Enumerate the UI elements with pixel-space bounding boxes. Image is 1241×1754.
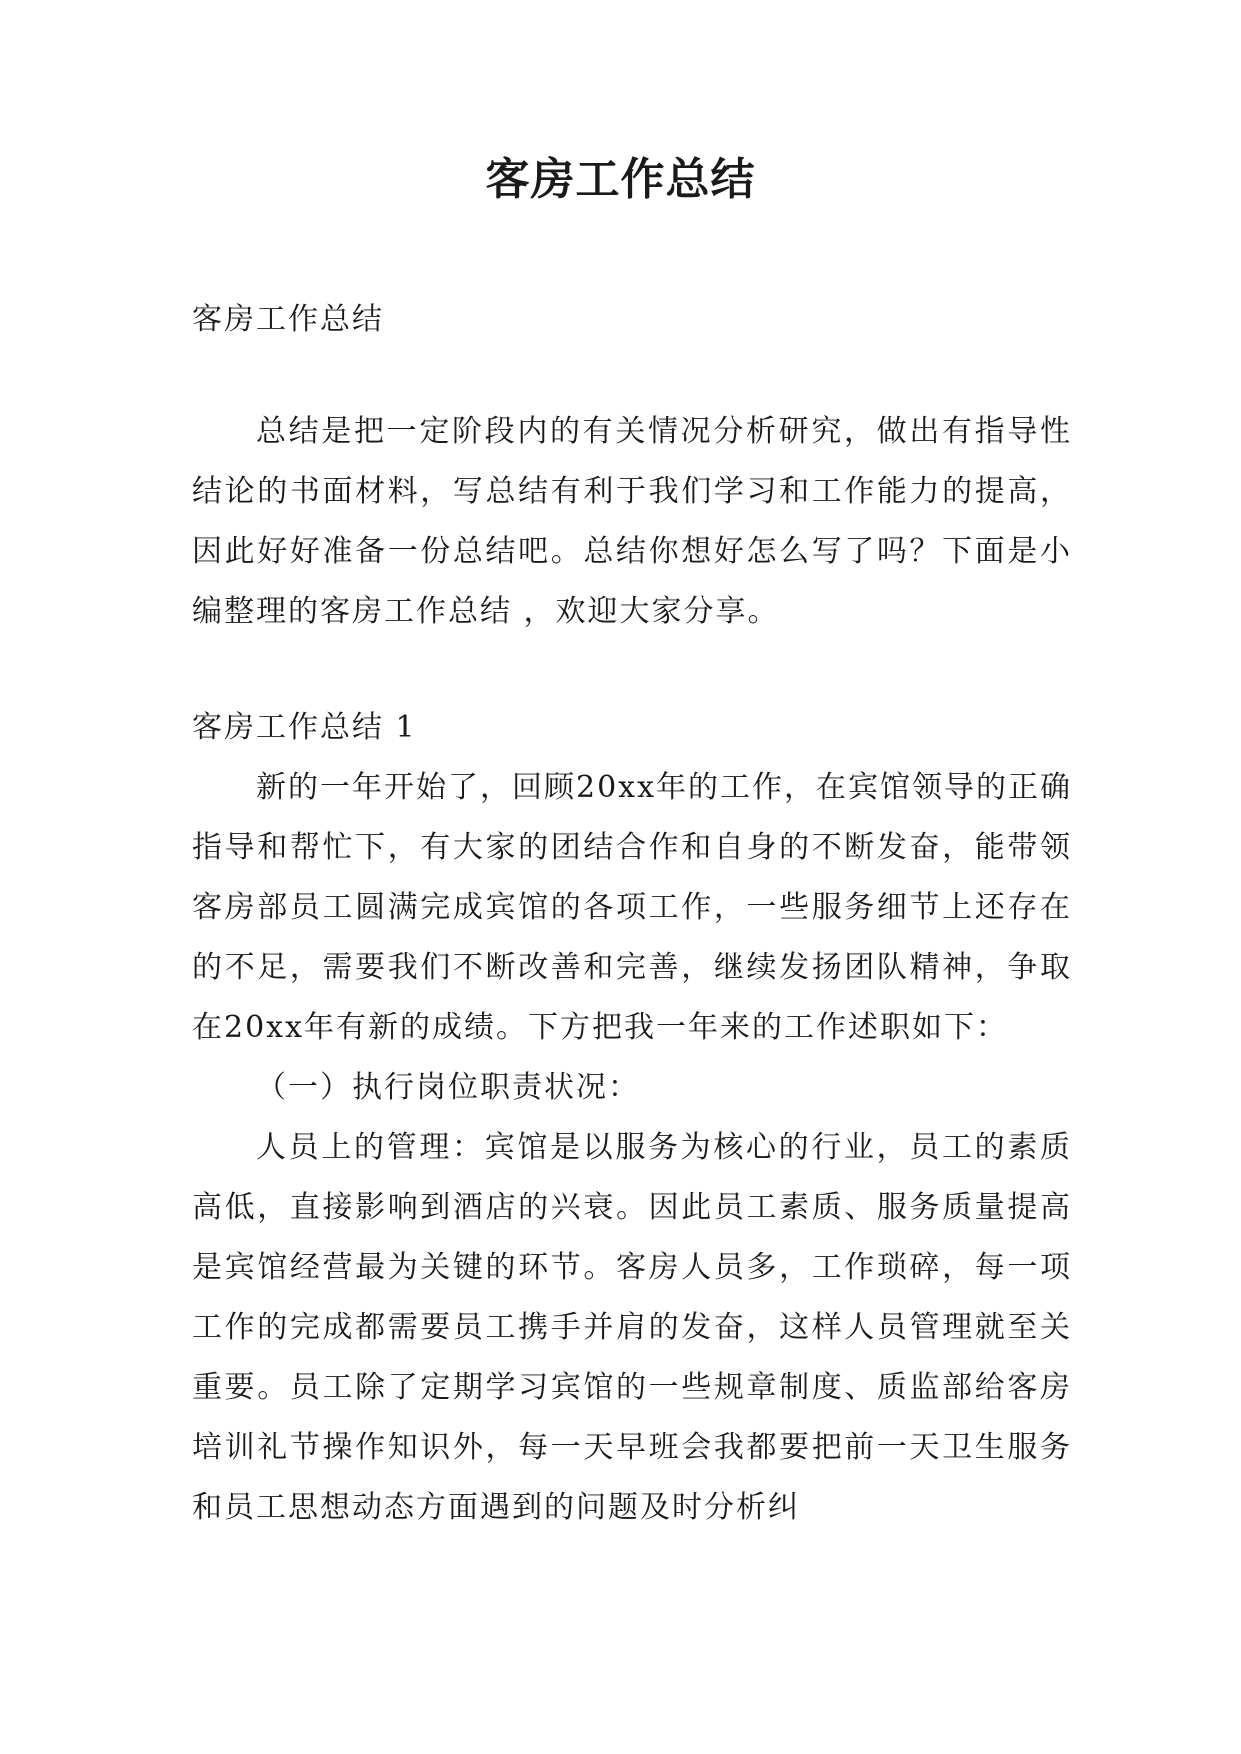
item-heading: （一）执行岗位职责状况： [256, 1070, 640, 1105]
body-paragraph: 新的一年开始了，回顾20xx年的工作，在宾馆领导的正确指导和帮忙下，有大家的团结合作和自身的不断发奋，能带领客房部员工圆满完成宾馆的各项工作，一些服务细节上还存在的不足，需要我们不断改善和完善，继续发扬团队精神，争取在20xx年有新的成绩。下方把我一年来的工作述职如下： [192, 770, 1073, 1045]
body-paragraph: 人员上的管理：宾馆是以服务为核心的行业，员工的素质高低，直接影响到酒店的兴衰。因此员工素质、服务质量提高是宾馆经营最为关键的环节。客房人员多，工作琐碎，每一项工作的完成都需要员工携手并肩的发奋，这样人员管理就至关重要。员工除了定期学习宾馆的一些规章制度、质监部给客房培训礼节操作知识外，每一天早班会我都要把前一天卫生服务和员工思想动态方面遇到的问题及时分析纠 [192, 1130, 1072, 1525]
document-title: 客房工作总结 [485, 154, 756, 205]
intro-paragraph: 总结是把一定阶段内的有关情况分析研究，做出有指导性结论的书面材料，写总结有利于我们学习和工作能力的提高，因此好好准备一份总结吧。总结你想好怎么写了吗？下面是小编整理的客房工作总结 ，欢迎大家分享。 [192, 414, 1072, 629]
document-subtitle: 客房工作总结 [192, 302, 384, 337]
section-1 [192, 698, 1072, 1538]
section-heading: 客房工作总结 1 [192, 710, 417, 745]
